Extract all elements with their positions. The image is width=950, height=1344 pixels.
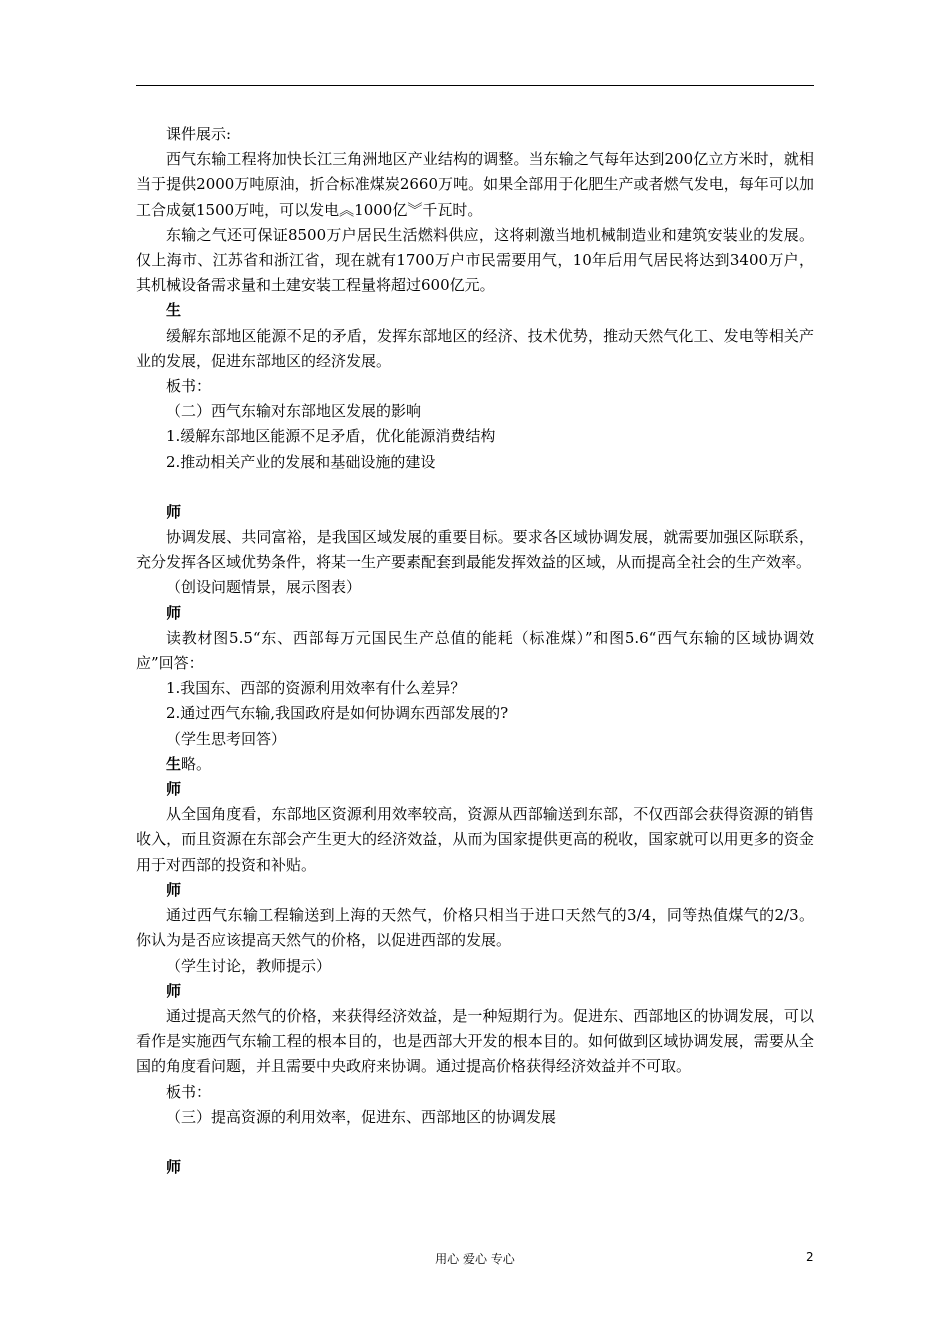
page-number: 2 (806, 1250, 814, 1264)
paragraph: 1.我国东、西部的资源利用效率有什么差异？ (166, 679, 466, 698)
speaker-student: 生 (166, 754, 182, 773)
paragraph: 2.通过西气东输,我国政府是如何协调东西部发展的? (166, 704, 509, 723)
student-reply: 略。 (181, 754, 212, 773)
speaker-teacher: 师 (166, 502, 182, 521)
header-rule (136, 85, 814, 86)
paragraph: 通过西气东输工程输送到上海的天然气，价格只相当于进口天然气的3/4，同等热值煤气的2/3。你认为是否应该提高天然气的价格，以促进西部的发展。 (136, 906, 814, 950)
paragraph: 2.推动相关产业的发展和基础设施的建设 (166, 452, 436, 471)
speaker-teacher: 师 (166, 880, 182, 899)
speaker-teacher: 师 (166, 1157, 182, 1176)
paragraph: 读教材图5.5“东、西部每万元国民生产总值的能耗（标准煤）”和图5.6“西气东输的区域协调效应”回答： (136, 628, 814, 673)
paragraph: （二）西气东输对东部地区发展的影响 (166, 402, 422, 421)
footer-motto: 用心 爱心 专心 (435, 1252, 515, 1266)
paragraph: 缓解东部地区能源不足的矛盾，发挥东部地区的经济、技术优势，推动天然气化工、发电等相关产业的发展，促进东部地区的经济发展。 (136, 326, 814, 370)
paragraph: 板书： (166, 377, 212, 396)
paragraph: 1.缓解东部地区能源不足矛盾，优化能源消费结构 (166, 427, 496, 446)
speaker-teacher: 师 (166, 780, 182, 799)
speaker-teacher: 师 (166, 603, 182, 622)
paragraph: （三）提高资源的利用效率，促进东、西部地区的协调发展 (166, 1107, 557, 1126)
paragraph: （创设问题情景，展示图表） (166, 578, 362, 597)
speaker-teacher: 师 (166, 981, 182, 1000)
paragraph: 课件展示: (166, 125, 232, 143)
paragraph: 从全国角度看，东部地区资源利用效率较高，资源从西部输送到东部，不仅西部会获得资源的销售收入，而且资源在东部会产生更大的经济效益，从而为国家提供更高的税收，国家就可以用更多的资金用于对西部的投资和补贴。 (136, 805, 814, 874)
paragraph: 通过提高天然气的价格，来获得经济效益，是一种短期行为。促进东、西部地区的协调发展，可以看作是实施西气东输工程的根本目的，也是西部大开发的根本目的。如何做到区域协调发展，需要从全国的角度看问题，并且需要中央政府来协调。通过提高价格获得经济效益并不可取。 (136, 1006, 814, 1076)
speaker-student: 生 (166, 301, 182, 320)
paragraph: （学生思考回答） (166, 729, 287, 748)
paragraph: 板书： (166, 1082, 212, 1101)
paragraph: 协调发展、共同富裕，是我国区域发展的重要目标。要求各区域协调发展，就需要加强区际联系，充分发挥各区域优势条件，将某一生产要素配套到最能发挥效益的区域，从而提高全社会的生产效率。 (136, 528, 814, 572)
document-body (136, 122, 814, 1180)
paragraph: 东输之气还可保证8500万户居民生活燃料供应，这将刺激当地机械制造业和建筑安装业的发展。仅上海市、江苏省和浙江省，现在就有1700万户市民需要用气，10年后用气居民将达到3400万户，其机械设备需求量和土建安装工程量将超过600亿元。 (136, 225, 814, 295)
student-line (136, 752, 814, 777)
paragraph: 西气东输工程将加快长江三角洲地区产业结构的调整。当东输之气每年达到200亿立方米时，就相当于提供2000万吨原油，折合标准煤炭2660万吨。如果全部用于化肥生产或者燃气发电，每年可以加工合成氨1500万吨，可以发电︽1000亿︾千瓦时。 (136, 150, 814, 219)
paragraph: （学生讨论，教师提示） (166, 956, 332, 975)
